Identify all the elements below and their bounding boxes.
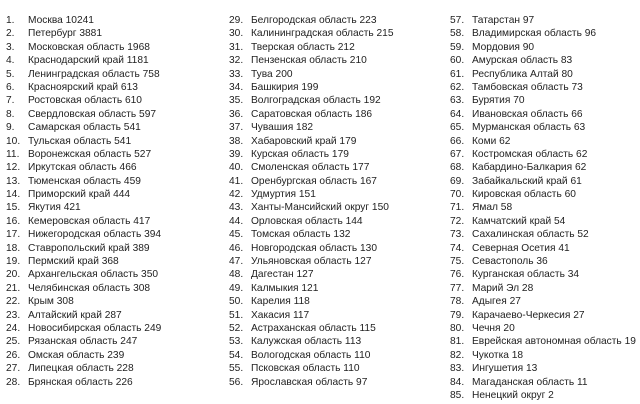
ranking-column-3 — [450, 14, 636, 402]
item-text: Марий Эл 28 — [472, 282, 534, 294]
item-text: Курганская область 34 — [472, 269, 580, 281]
item-number: 51. — [229, 309, 244, 321]
item-text: Оренбургская область 167 — [251, 175, 377, 187]
list-item — [6, 41, 161, 54]
list-item — [6, 215, 161, 228]
item-number: 11. — [6, 148, 20, 160]
item-number: 85. — [450, 389, 465, 401]
item-number: 65. — [450, 122, 465, 134]
item-number: 74. — [450, 242, 465, 254]
item-text: Коми 62 — [472, 135, 511, 147]
item-text: Липецкая область 228 — [28, 363, 134, 375]
item-number: 45. — [229, 229, 244, 241]
item-number: 75. — [450, 256, 465, 268]
list-item — [6, 175, 161, 188]
item-text: Краснодарский край 1181 — [28, 55, 149, 67]
item-number: 8. — [6, 108, 15, 120]
item-number: 84. — [450, 376, 465, 388]
item-text: Камчатский край 54 — [472, 215, 566, 227]
list-item — [229, 282, 394, 295]
item-text: Белгородская область 223 — [251, 15, 377, 26]
item-text: Красноярский край 613 — [28, 81, 138, 93]
list-item — [6, 108, 161, 121]
item-number: 15. — [6, 202, 21, 214]
item-text: Ханты-Мансийский округ 150 — [251, 202, 389, 214]
list-item — [450, 201, 636, 214]
item-number: 41. — [229, 175, 244, 187]
list-item — [450, 349, 636, 362]
list-item — [229, 309, 394, 322]
item-text: Астраханская область 115 — [251, 322, 376, 334]
item-text: Ямал 58 — [472, 202, 513, 214]
item-text: Хабаровский край 179 — [251, 135, 357, 147]
item-number: 63. — [450, 95, 465, 107]
list-item — [6, 335, 161, 348]
list-item — [450, 242, 636, 255]
item-text: Карачаево-Черкесия 27 — [472, 309, 585, 321]
item-number: 23. — [6, 309, 21, 321]
item-text: Татарстан 97 — [472, 15, 535, 26]
item-text: Удмуртия 151 — [251, 189, 316, 201]
item-number: 36. — [229, 108, 244, 120]
item-text: Петербург 3881 — [28, 28, 102, 40]
item-text: Ингушетия 13 — [472, 363, 538, 375]
item-number: 49. — [229, 282, 244, 294]
item-number: 73. — [450, 229, 465, 241]
item-text: Ульяновская область 127 — [251, 256, 372, 268]
item-number: 56. — [229, 376, 244, 388]
list-item — [6, 268, 161, 281]
list-item — [450, 215, 636, 228]
list-item — [6, 81, 161, 94]
list-item — [6, 121, 161, 134]
list-item — [6, 135, 161, 148]
item-text: Севастополь 36 — [472, 256, 548, 268]
item-text: Владимирская область 96 — [472, 28, 597, 40]
list-item — [450, 175, 636, 188]
item-number: 24. — [6, 322, 21, 334]
item-text: Алтайский край 287 — [28, 309, 122, 321]
item-text: Новосибирская область 249 — [28, 322, 162, 334]
item-number: 19. — [6, 256, 21, 268]
ranking-column-2 — [229, 14, 394, 389]
item-text: Чукотка 18 — [472, 349, 524, 361]
list-item — [229, 161, 394, 174]
list-item — [6, 148, 161, 161]
item-number: 17. — [6, 229, 21, 241]
item-text: Нижегородская область 394 — [28, 229, 162, 241]
list-item — [229, 135, 394, 148]
list-item — [450, 268, 636, 281]
list-item — [6, 349, 161, 362]
item-number: 21. — [6, 282, 21, 294]
list-item — [229, 268, 394, 281]
item-text: Ленинградская область 758 — [28, 68, 160, 80]
item-text: Саратовская область 186 — [251, 108, 373, 120]
item-text: Томская область 132 — [251, 229, 351, 241]
item-number: 68. — [450, 162, 465, 174]
item-text: Мурманская область 63 — [472, 122, 586, 134]
list-item — [450, 335, 636, 348]
list-item — [6, 309, 161, 322]
item-number: 80. — [450, 322, 465, 334]
item-number: 60. — [450, 55, 465, 67]
item-number: 33. — [229, 68, 244, 80]
item-number: 83. — [450, 363, 465, 375]
list-item — [450, 255, 636, 268]
item-number: 32. — [229, 55, 244, 67]
list-item — [450, 309, 636, 322]
list-item — [229, 349, 394, 362]
item-text: Вологодская область 110 — [251, 349, 371, 361]
list-item — [229, 27, 394, 40]
item-number: 77. — [450, 282, 465, 294]
item-text: Курская область 179 — [251, 148, 349, 160]
item-text: Псковская область 110 — [251, 363, 360, 375]
item-number: 48. — [229, 269, 244, 281]
item-number: 76. — [450, 269, 465, 281]
item-number: 14. — [6, 189, 21, 201]
item-text: Свердловская область 597 — [28, 108, 157, 120]
list-item — [450, 14, 636, 27]
item-text: Омская область 239 — [28, 349, 125, 361]
list-item — [6, 376, 161, 389]
item-number: 44. — [229, 215, 244, 227]
item-number: 71. — [450, 202, 465, 214]
item-number: 66. — [450, 135, 465, 147]
item-text: Пермский край 368 — [28, 256, 119, 268]
item-number: 42. — [229, 189, 244, 201]
list-item — [229, 54, 394, 67]
list-item — [450, 27, 636, 40]
list-item — [450, 148, 636, 161]
item-text: Дагестан 127 — [251, 269, 314, 281]
list-item — [6, 201, 161, 214]
item-number: 54. — [229, 349, 244, 361]
item-number: 2. — [6, 28, 15, 40]
item-text: Хакасия 117 — [251, 309, 310, 321]
list-item — [6, 255, 161, 268]
item-text: Орловская область 144 — [251, 215, 363, 227]
item-number: 69. — [450, 175, 465, 187]
item-text: Смоленская область 177 — [251, 162, 370, 174]
list-item — [229, 41, 394, 54]
item-text: Калининградская область 215 — [251, 28, 394, 40]
list-item — [229, 175, 394, 188]
item-text: Новгородская область 130 — [251, 242, 377, 254]
item-text: Чечня 20 — [472, 322, 515, 334]
item-text: Тверская область 212 — [251, 41, 355, 53]
list-item — [229, 242, 394, 255]
item-number: 9. — [6, 122, 15, 134]
list-item — [450, 362, 636, 375]
item-text: Ярославская область 97 — [251, 376, 368, 388]
item-number: 58. — [450, 28, 465, 40]
item-text: Кемеровская область 417 — [28, 215, 151, 227]
list-item — [229, 201, 394, 214]
item-text: Самарская область 541 — [28, 122, 141, 134]
item-text: Тува 200 — [251, 68, 293, 80]
item-number: 55. — [229, 363, 244, 375]
list-item — [6, 161, 161, 174]
item-number: 53. — [229, 336, 244, 348]
item-text: Кабардино-Балкария 62 — [472, 162, 587, 174]
item-text: Ивановская область 66 — [472, 108, 583, 120]
item-text: Северная Осетия 41 — [472, 242, 570, 254]
item-text: Башкирия 199 — [251, 81, 319, 93]
item-number: 82. — [450, 349, 465, 361]
list-item — [450, 81, 636, 94]
list-item — [450, 94, 636, 107]
list-item — [450, 295, 636, 308]
list-item — [6, 27, 161, 40]
list-item — [450, 282, 636, 295]
item-text: Тульская область 541 — [28, 135, 132, 147]
item-text: Якутия 421 — [28, 202, 81, 214]
item-text: Волгоградская область 192 — [251, 95, 381, 107]
list-item — [6, 228, 161, 241]
item-number: 61. — [450, 68, 465, 80]
list-item — [6, 188, 161, 201]
list-item — [229, 68, 394, 81]
item-text: Тюменская область 459 — [28, 175, 141, 187]
list-item — [6, 362, 161, 375]
item-text: Челябинская область 308 — [28, 282, 151, 294]
list-item — [229, 108, 394, 121]
item-text: Костромская область 62 — [472, 148, 588, 160]
list-item — [229, 215, 394, 228]
item-number: 52. — [229, 322, 244, 334]
list-item — [229, 376, 394, 389]
item-number: 30. — [229, 28, 244, 40]
item-number: 34. — [229, 81, 244, 93]
item-number: 5. — [6, 68, 15, 80]
item-text: Мордовия 90 — [472, 41, 535, 53]
list-item — [229, 228, 394, 241]
item-text: Адыгея 27 — [472, 296, 521, 308]
item-text: Магаданская область 11 — [472, 376, 588, 388]
list-item — [6, 242, 161, 255]
list-item — [450, 228, 636, 241]
item-number: 3. — [6, 41, 15, 53]
item-text: Кировская область 60 — [472, 189, 576, 201]
item-text: Калужская область 113 — [251, 336, 362, 348]
item-text: Амурская область 83 — [472, 55, 573, 67]
item-number: 12. — [6, 162, 21, 174]
item-text: Ставропольский край 389 — [28, 242, 150, 254]
item-number: 50. — [229, 296, 244, 308]
item-number: 57. — [450, 15, 465, 26]
item-number: 35. — [229, 95, 244, 107]
item-number: 62. — [450, 81, 465, 93]
list-item — [450, 121, 636, 134]
item-number: 40. — [229, 162, 244, 174]
item-number: 7. — [6, 95, 15, 107]
item-text: Тамбовская область 73 — [472, 81, 583, 93]
list-item — [6, 68, 161, 81]
list-item — [6, 14, 161, 27]
item-number: 4. — [6, 55, 15, 67]
item-number: 81. — [450, 336, 465, 348]
item-text: Иркутская область 466 — [28, 162, 137, 174]
list-item — [450, 188, 636, 201]
item-number: 78. — [450, 296, 465, 308]
list-item — [229, 255, 394, 268]
item-number: 72. — [450, 215, 465, 227]
item-text: Калмыкия 121 — [251, 282, 319, 294]
list-item — [229, 14, 394, 27]
list-item — [229, 121, 394, 134]
item-text: Москва 10241 — [28, 15, 94, 26]
item-number: 16. — [6, 215, 21, 227]
item-text: Пензенская область 210 — [251, 55, 367, 67]
list-item — [450, 54, 636, 67]
item-text: Республика Алтай 80 — [472, 68, 573, 80]
list-item — [450, 135, 636, 148]
list-item — [6, 282, 161, 295]
list-item — [229, 335, 394, 348]
item-number: 10. — [6, 135, 21, 147]
item-text: Архангельская область 350 — [28, 269, 159, 281]
item-text: Бурятия 70 — [472, 95, 525, 107]
list-item — [450, 322, 636, 335]
item-number: 1. — [6, 15, 15, 26]
item-number: 25. — [6, 336, 21, 348]
list-item — [229, 148, 394, 161]
list-item — [229, 81, 394, 94]
item-number: 43. — [229, 202, 244, 214]
item-text: Карелия 118 — [251, 296, 310, 308]
item-number: 13. — [6, 175, 21, 187]
item-text: Воронежская область 527 — [28, 148, 152, 160]
list-item — [6, 322, 161, 335]
item-text: Чувашия 182 — [251, 122, 314, 134]
item-number: 28. — [6, 376, 21, 388]
list-item — [229, 295, 394, 308]
item-text: Забайкальский край 61 — [472, 175, 582, 187]
item-text: Сахалинская область 52 — [472, 229, 589, 241]
item-text: Рязанская область 247 — [28, 336, 138, 348]
ranking-column-1 — [6, 14, 161, 389]
list-item — [450, 108, 636, 121]
list-item — [229, 322, 394, 335]
list-item — [450, 389, 636, 402]
item-number: 64. — [450, 108, 465, 120]
item-number: 26. — [6, 349, 21, 361]
item-number: 46. — [229, 242, 244, 254]
item-text: Приморский край 444 — [28, 189, 131, 201]
list-item — [450, 161, 636, 174]
item-number: 47. — [229, 256, 244, 268]
list-item — [229, 94, 394, 107]
item-number: 27. — [6, 363, 21, 375]
item-number: 18. — [6, 242, 21, 254]
item-number: 67. — [450, 148, 465, 160]
list-item — [6, 295, 161, 308]
item-number: 31. — [229, 41, 244, 53]
item-number: 20. — [6, 269, 21, 281]
item-number: 39. — [229, 148, 244, 160]
list-item — [6, 54, 161, 67]
item-text: Еврейская автономная область 19 — [472, 336, 636, 348]
item-number: 38. — [229, 135, 244, 147]
item-number: 79. — [450, 309, 465, 321]
list-item — [450, 41, 636, 54]
list-item — [229, 362, 394, 375]
list-item — [450, 376, 636, 389]
item-number: 37. — [229, 122, 244, 134]
item-number: 22. — [6, 296, 21, 308]
list-item — [6, 94, 161, 107]
item-number: 29. — [229, 15, 244, 26]
item-number: 70. — [450, 189, 465, 201]
list-item — [229, 188, 394, 201]
item-text: Брянская область 226 — [28, 376, 133, 388]
item-text: Крым 308 — [28, 296, 74, 308]
item-text: Ростовская область 610 — [28, 95, 142, 107]
list-item — [450, 68, 636, 81]
item-number: 59. — [450, 41, 465, 53]
item-text: Московская область 1968 — [28, 41, 150, 53]
item-text: Ненецкий округ 2 — [472, 389, 554, 401]
item-number: 6. — [6, 81, 15, 93]
